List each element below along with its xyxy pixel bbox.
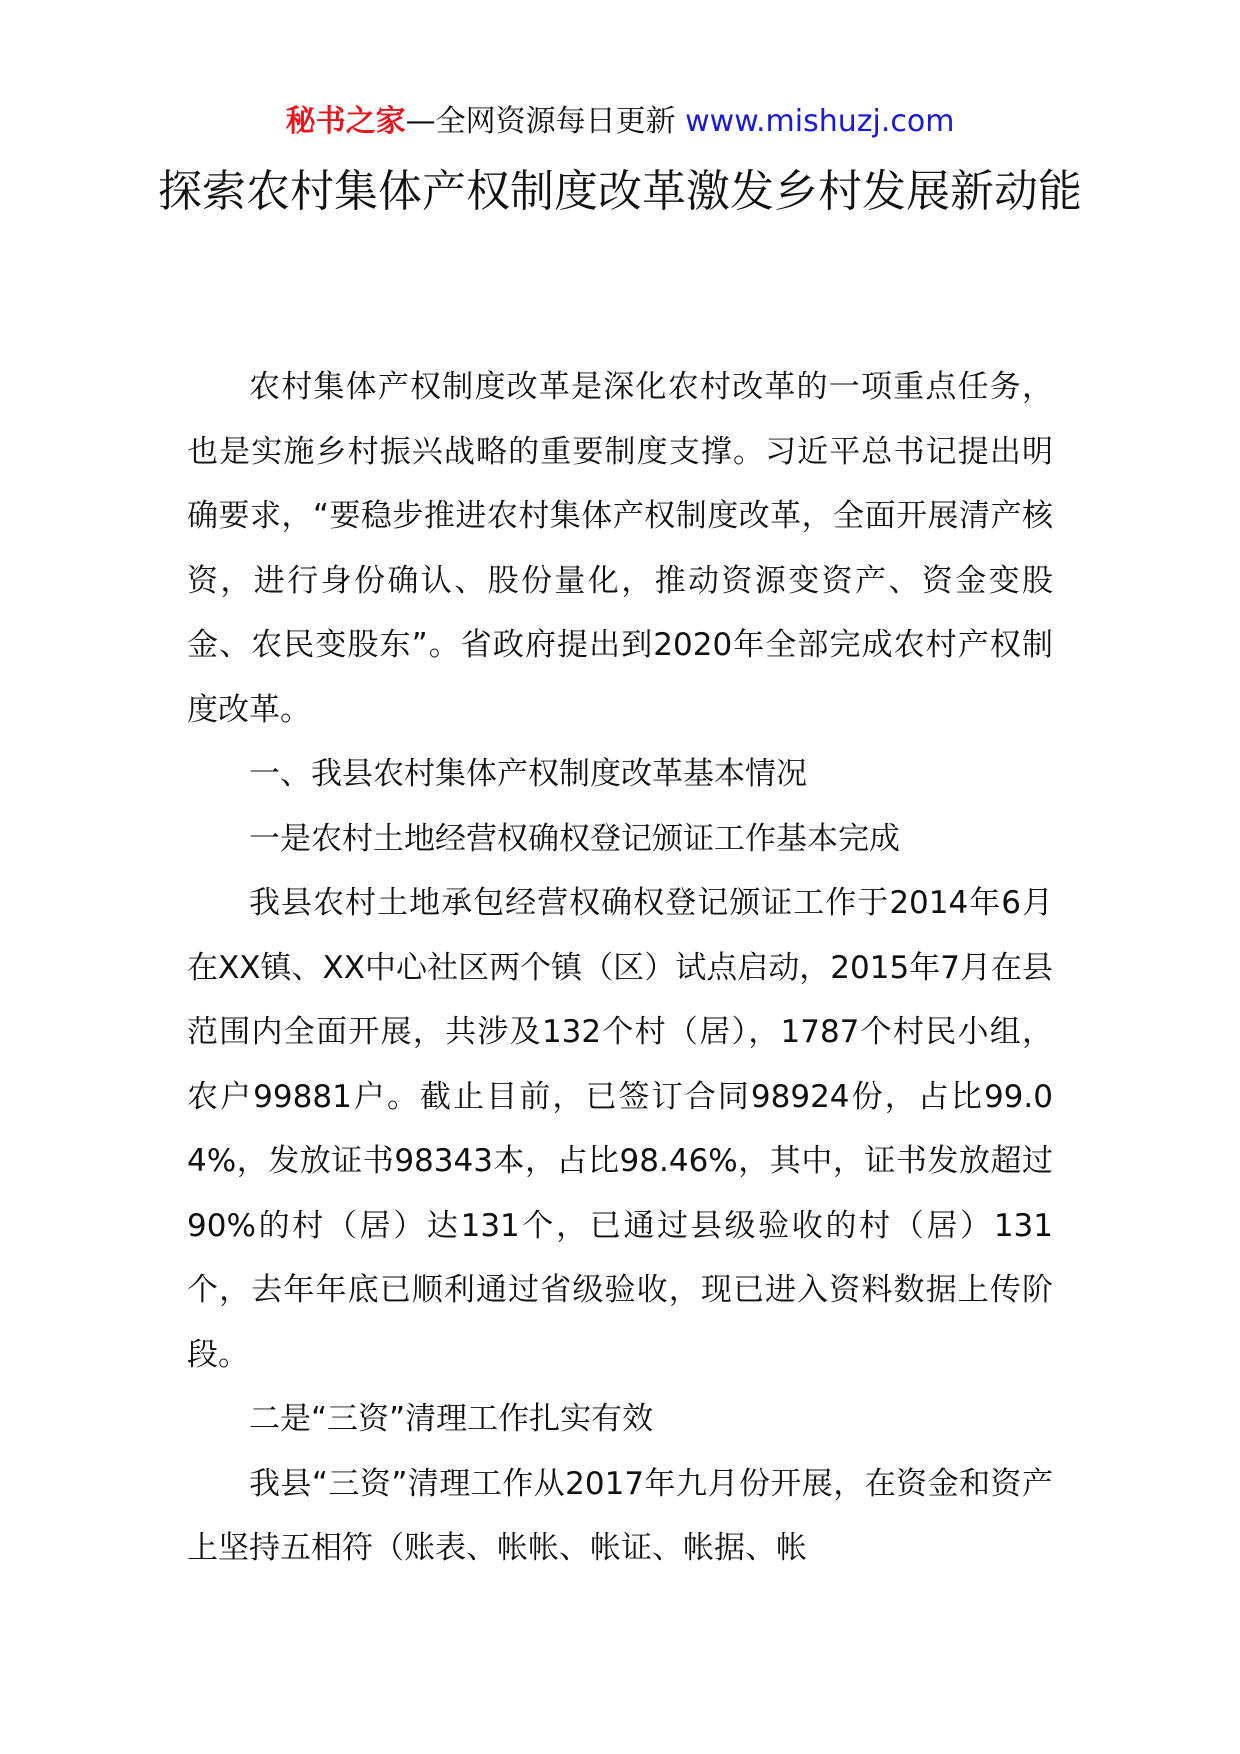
site-brand: 秘书之家 — [285, 104, 406, 139]
site-url-link[interactable]: www.mishuzj.com — [685, 104, 955, 139]
site-header — [0, 102, 1240, 142]
three-assets-paragraph: 我县“三资”清理工作从2017年九月份开展，在资金和资产上坚持五相符（账表、帐帐、帐证、帐据、帐 — [187, 1465, 1053, 1566]
site-tagline: —全网资源每日更新 — [405, 104, 676, 139]
intro-paragraph: 农村集体产权制度改革是深化农村改革的一项重点任务，也是实施乡村振兴战略的重要制度支撑。习近平总书记提出明确要求，“要稳步推进农村集体产权制度改革，全面开展清产核资，进行身份确认、股份量化，推动资源变资产、资金变股金、农民变股东”。省政府提出到2020年全部完成农村产权制度改革。 — [187, 369, 1053, 728]
section-heading-1: 一、我县农村集体产权制度改革基本情况 — [249, 756, 807, 792]
document-body — [187, 355, 1053, 1581]
document-title: 探索农村集体产权制度改革激发乡村发展新动能 — [158, 166, 1082, 217]
subsection-heading-2: 二是“三资”清理工作扎实有效 — [249, 1401, 654, 1437]
subsection-heading-1: 一是农村土地经营权确权登记颁证工作基本完成 — [249, 820, 900, 857]
land-rights-paragraph: 我县农村土地承包经营权确权登记颁证工作于2014年6月在XX镇、XX中心社区两个镇（区）试点启动，2015年7月在县范围内全面开展，共涉及132个村（居），1787个村民小组，农户99881户。截止目前，已签订合同98924份，占比99.04%，发放证书98343本，占比98.46%，其中，证书发放超过90%的村（居）达131个，已通过县级验收的村（居）131个，去年年底已顺利通过省级验收，现已进入资料数据上传阶段。 — [187, 885, 1053, 1373]
